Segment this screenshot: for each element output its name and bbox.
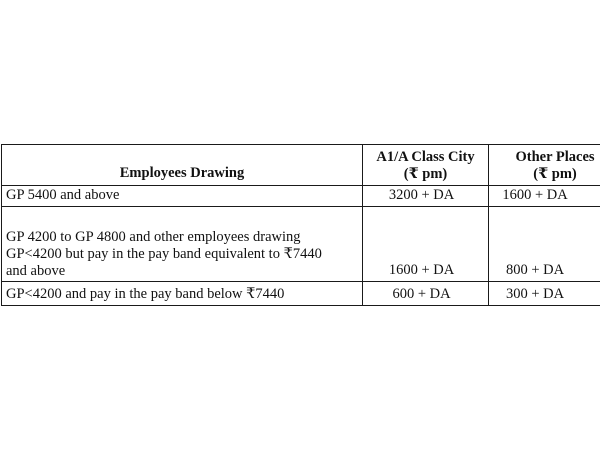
cell-text-line: and above (6, 263, 66, 279)
cell-text: GP 5400 and above (6, 187, 120, 203)
cell-text: GP<4200 and pay in the pay band below ₹7440 (6, 286, 285, 302)
cell-text-line: GP 4200 to GP 4800 and other employees drawing (6, 229, 301, 245)
cell-employees-drawing (2, 282, 363, 306)
header-label: A1/A Class City (376, 149, 475, 165)
table-row (2, 207, 600, 282)
header-label: Employees Drawing (119, 165, 245, 181)
header-other-places (489, 145, 600, 186)
cell-other-places: 800 + DA (489, 207, 600, 282)
cell-employees-drawing (2, 186, 363, 207)
header-employees-drawing (2, 145, 363, 186)
cell-a1-class-city: 600 + DA (363, 282, 489, 306)
header-label: Other Places (515, 149, 595, 165)
cell-other-places: 1600 + DA (489, 186, 600, 207)
header-unit: (₹ pm) (403, 166, 448, 182)
cell-employees-drawing (2, 207, 363, 282)
cell-a1-class-city: 1600 + DA (363, 207, 489, 282)
allowance-table (1, 144, 600, 306)
cell-other-places: 300 + DA (489, 282, 600, 306)
cell-text-line: GP<4200 but pay in the pay band equivalent to ₹7440 (6, 246, 322, 262)
header-a1-class-city (363, 145, 489, 186)
cell-a1-class-city: 3200 + DA (363, 186, 489, 207)
table-row (2, 186, 600, 207)
table-row (2, 282, 600, 306)
header-unit: (₹ pm) (533, 166, 577, 182)
table-header-row (2, 145, 600, 186)
